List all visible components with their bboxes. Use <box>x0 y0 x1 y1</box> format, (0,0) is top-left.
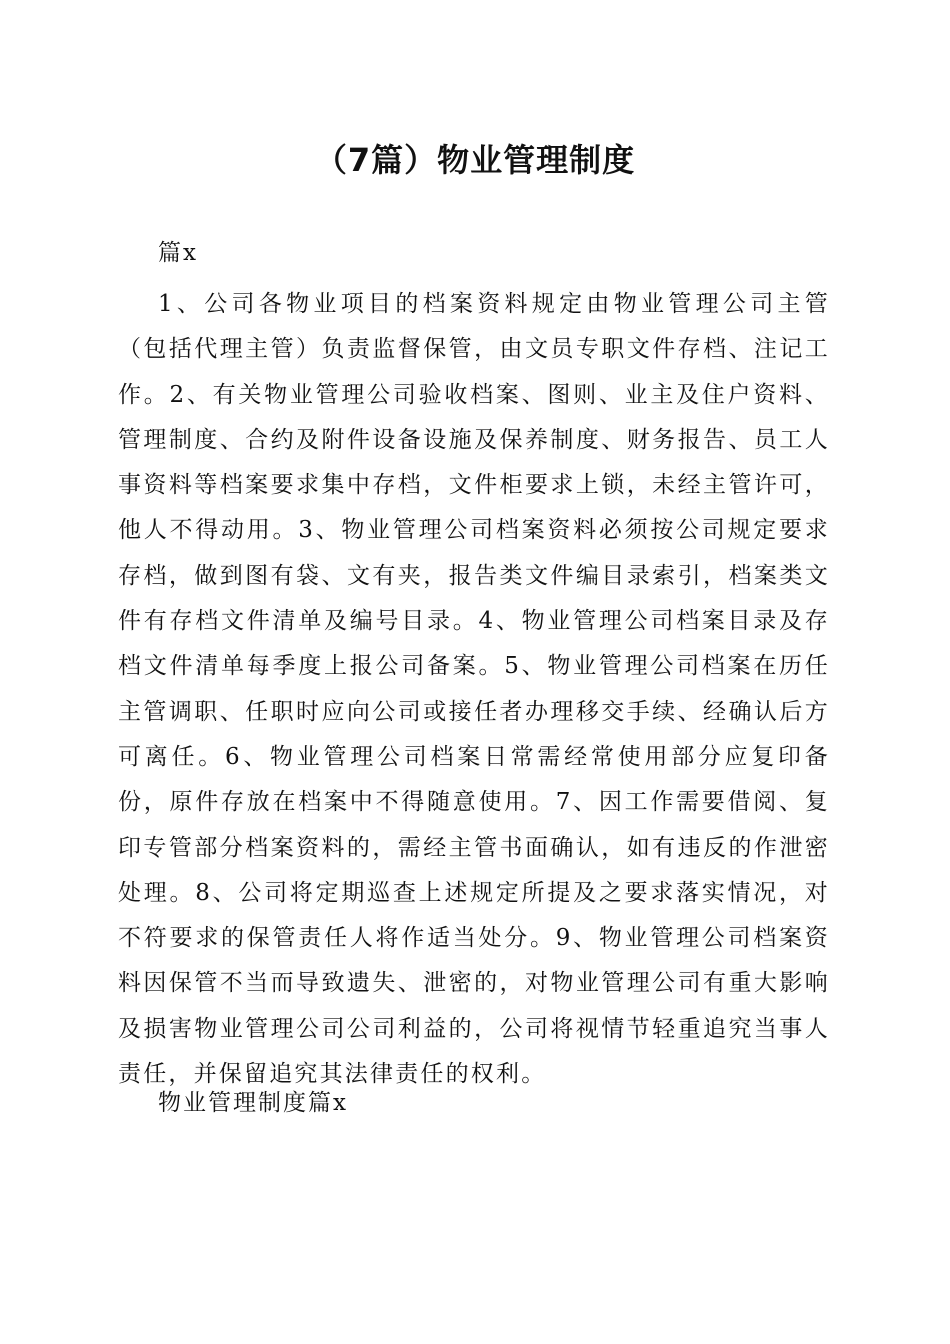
document-title: （7篇）物业管理制度 <box>314 141 636 179</box>
next-section-label: 物业管理制度篇x <box>158 1090 348 1116</box>
section-label: 篇x <box>158 240 198 266</box>
body-paragraph: 1、公司各物业项目的档案资料规定由物业管理公司主管（包括代理主管）负责监督保管，由文员专职文件存档、注记工作。2、有关物业管理公司验收档案、图则、业主及住户资料、管理制度、合约及附件设备设施及保养制度、财务报告、员工人事资料等档案要求集中存档，文件柜要求上锁，未经主管许可，他人不得动用。3、物业管理公司档案资料必须按公司规定要求存档，做到图有袋、文有夹，报告类文件编目录索引，档案类文件有存档文件清单及编号目录。4、物业管理公司档案目录及存档文件清单每季度上报公司备案。5、物业管理公司档案在历任主管调职、任职时应向公司或接任者办理移交手续、经确认后方可离任。6、物业管理公司档案日常需经常使用部分应复印备份，原件存放在档案中不得随意使用。7、因工作需要借阅、复印专管部分档案资料的，需经主管书面确认，如有违反的作泄密处理。8、公司将定期巡查上述规定所提及之要求落实情况，对不符要求的保管责任人将作适当处分。9、物业管理公司档案资料因保管不当而导致遗失、泄密的，对物业管理公司有重大影响及损害物业管理公司公司利益的，公司将视情节轻重追究当事人责任，并保留追究其法律责任的权利。 <box>118 291 830 1088</box>
